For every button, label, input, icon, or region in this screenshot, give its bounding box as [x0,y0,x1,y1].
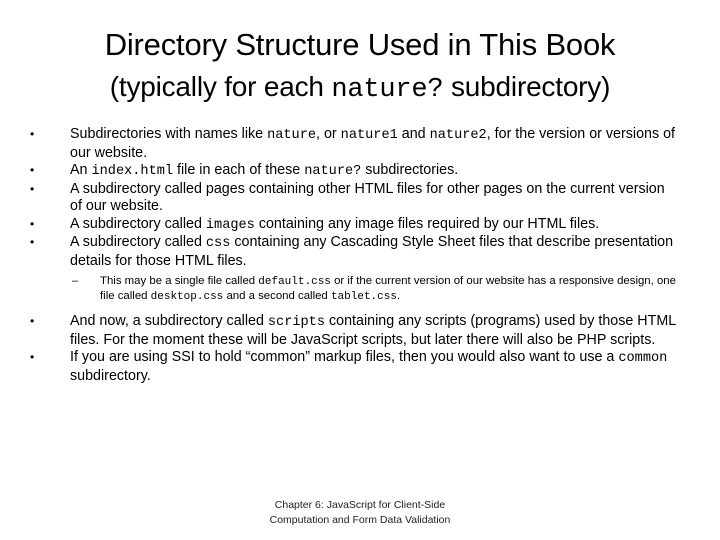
bullet-text: A subdirectory called pages containing other HTML files for other pages on the current version of our website. [70,180,665,214]
bullet-item-3 [30,181,680,216]
bullet-text: A subdirectory called [70,234,206,250]
slide-title [0,24,720,111]
title-line-2-text-a: (typically for each [109,71,332,102]
bullet-item-4 [30,216,680,235]
bullet-dot-icon: • [30,235,35,249]
bullet-text: subdirectory. [70,367,151,384]
slide-footer [240,498,480,528]
bullet-dot-icon: • [30,350,35,364]
bullet-text: containing any Cascading Style Sheet files that describe presentation details for those HTML files. [70,234,674,269]
title-line-2-text-b: subdirectory) [443,71,611,102]
bullet-text: An [70,162,92,178]
bullet-code: nature1 [340,128,398,143]
bullet-item-5 [30,234,680,270]
bullet-item-7 [30,349,680,385]
bullet-dot-icon: • [30,314,35,328]
bullet-text: and [397,126,430,142]
bullet-code: common [618,351,668,366]
bullet-list [30,126,680,385]
sub-bullet-text: and a second called [223,290,331,302]
bullet-text: containing any image files required by our HTML files. [254,215,600,232]
title-line-1: Directory Structure Used in This Book [104,27,616,62]
sub-bullet-item [30,274,680,304]
bullet-code: nature? [304,164,362,179]
bullet-code: nature2 [429,128,487,143]
bullet-dot-icon: • [30,127,35,141]
title-line-2-code: nature? [331,75,444,105]
dash-icon: – [72,275,79,287]
bullet-text: And now, a subdirectory called [70,313,268,329]
footer-line-2: Computation and Form Data Validation [269,514,451,526]
bullet-code: css [205,236,231,251]
sub-bullet-text: This may be a single file called [100,275,259,287]
bullet-code: index.html [91,164,174,179]
bullet-code: images [205,217,255,233]
bullet-text: A subdirectory called [70,215,206,232]
sub-bullet-code: tablet.css [330,291,397,303]
bullet-item-2 [30,162,680,181]
bullet-text: subdirectories. [361,162,459,178]
bullet-text: containing any scripts (programs) used by those HTML files. For the moment these will be JavaScript scripts, but later there will also be PHP scripts. [70,313,676,348]
bullet-text: file in each of these [173,162,305,178]
bullet-dot-icon: • [30,163,35,177]
bullet-item-6 [30,313,680,349]
sub-bullet-code: desktop.css [150,291,224,303]
bullet-text: If you are using SSI to hold “common” markup files, then you would also want to use a [70,349,619,365]
bullet-code: scripts [267,315,325,330]
bullet-dot-icon: • [30,181,35,196]
bullet-dot-icon: • [30,216,35,231]
title-line-2 [0,66,720,111]
bullet-item-1 [30,126,680,162]
sub-bullet-text: . [396,290,401,302]
bullet-code: nature [267,128,317,143]
bullet-text: Subdirectories with names like [70,126,268,142]
sub-bullet-code: default.css [258,276,331,288]
footer-line-1: Chapter 6: JavaScript for Client-Side [274,499,446,511]
bullet-text: , for the version or versions of our website. [70,126,676,161]
bullet-text: , or [316,126,341,142]
sub-bullet-text: or if the current version of our website has a responsive design, one file called [100,275,676,302]
